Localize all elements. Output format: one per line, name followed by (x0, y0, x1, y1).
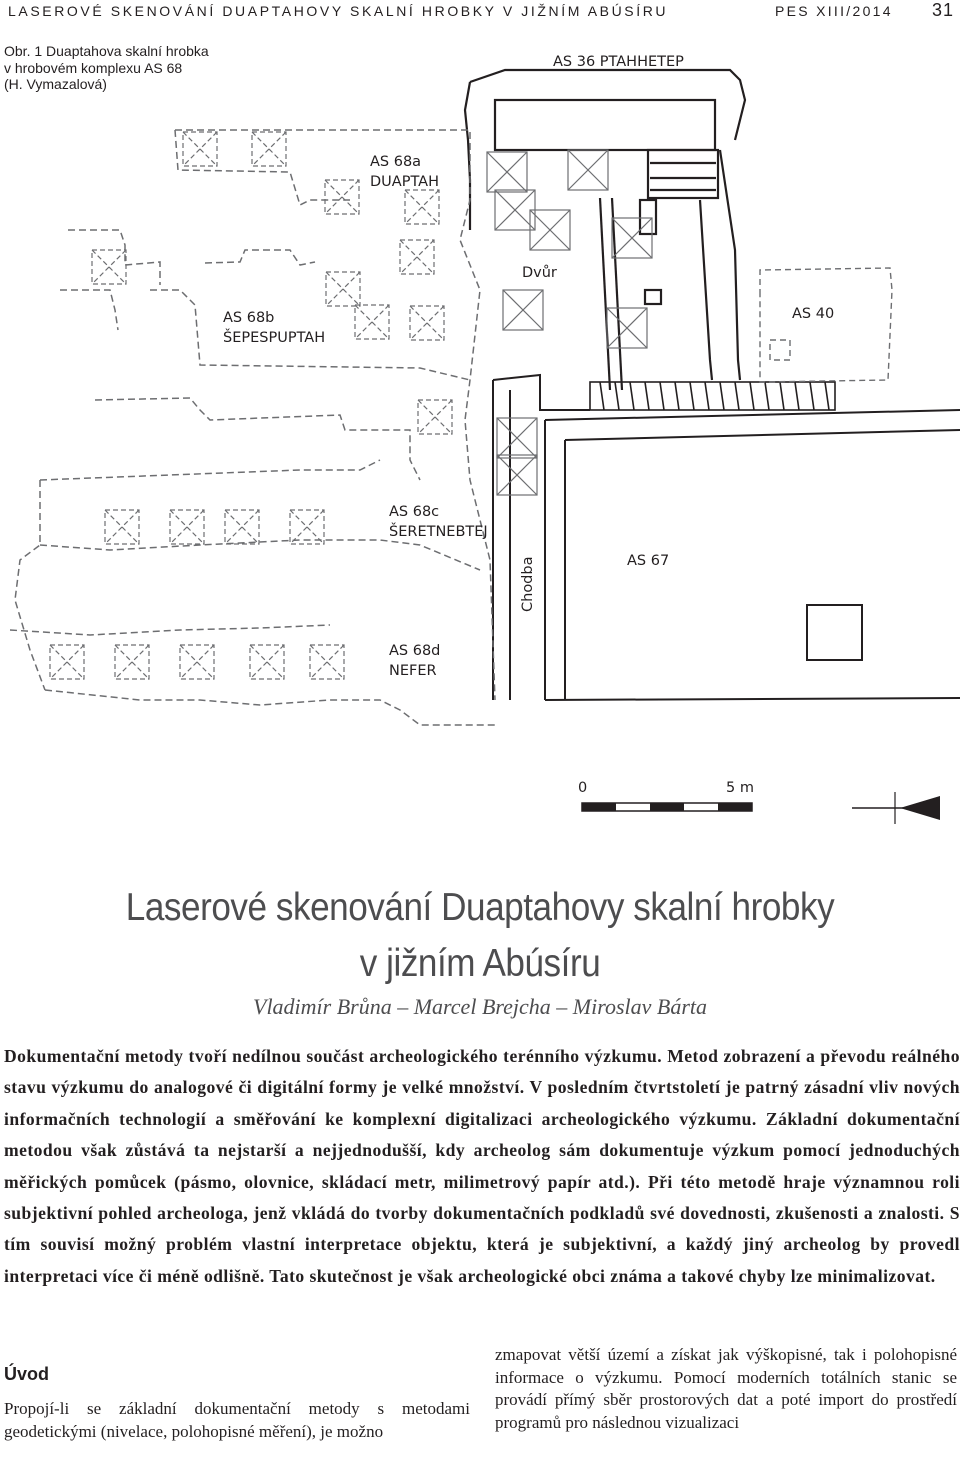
body-text: zmapovat větší území a získat jak výškopisné, tak i polohopisné informace o výzkumu. Pomocí moderních totálních stanic se provádí přímý sběr prostorových dat a poté import do prostředí programů pro následnou vizualizaci (495, 1345, 957, 1432)
page-number: 31 (931, 0, 954, 20)
label-nefer: NEFER (389, 663, 437, 679)
body-text: Propojí-li se základní dokumentační metody s metodami geodetickými (nivelace, polohopisné měření), je možno (4, 1399, 470, 1441)
chodba-walls (493, 375, 590, 700)
as67-walls (545, 410, 960, 700)
title-line: Laserové skenování Duaptahovy skalní hrobky (125, 886, 835, 929)
label-as36: AS 36 PTAHHETEP (553, 54, 684, 70)
chodba-pillars (497, 418, 537, 495)
caption-line: (H. Vymazalová) (4, 76, 107, 92)
label-seretnebtej: ŠERETNEBTEJ (389, 524, 488, 540)
running-head-journal: PES XIII/2014 (775, 3, 893, 19)
body-column-left (4, 1398, 470, 1443)
authors: Vladimír Brůna – Marcel Brejcha – Miroslav Bárta (253, 994, 707, 1019)
label-duaptah: DUAPTAH (370, 174, 439, 190)
label-dvur: Dvůr (522, 265, 557, 281)
scale-label-zero: 0 (578, 780, 588, 796)
article-title (48, 880, 912, 992)
section-heading: Úvod (4, 1364, 49, 1384)
caption-line: v hrobovém komplexu AS 68 (4, 59, 183, 76)
tomb-plan-drawing (0, 40, 960, 880)
label-as68c: AS 68c (389, 504, 440, 520)
tomb-plan-figure (0, 40, 960, 880)
label-chodba: Chodba (520, 556, 536, 612)
label-as40: AS 40 (792, 306, 835, 322)
label-as68b: AS 68b (223, 310, 275, 326)
north-arrow-icon (852, 792, 940, 824)
as40-outline (760, 268, 892, 382)
body-column-right (495, 1344, 957, 1434)
as68-outline (10, 130, 495, 725)
caption-line: Obr. 1 Duaptahova skalní hrobka (4, 43, 209, 59)
scale-label-five: 5 m (726, 780, 754, 796)
label-sepesptah: ŠEPESPUPTAH (223, 330, 326, 346)
scale-bar (578, 780, 754, 811)
hatched-wall (590, 382, 835, 410)
as68-dashed-pillars (50, 132, 452, 679)
title-line: v jižním Abúsíru (359, 942, 601, 985)
running-head-title: LASEROVÉ SKENOVÁNÍ DUAPTAHOVY SKALNÍ HROBKY V JIŽNÍM ABÚSÍRU (8, 3, 669, 19)
label-as68d: AS 68d (389, 643, 441, 659)
running-head (8, 2, 954, 22)
label-as68a: AS 68a (370, 154, 422, 170)
label-as67: AS 67 (627, 553, 670, 569)
as36-pillars (487, 150, 652, 348)
abstract-text: Dokumentační metody tvoří nedílnou součást archeologického terénního výzkumu. Metod zobrazení a převodu reálného stavu výzkumu do analogové či digitální formy je velké množství. V posledním čtvrtstoletí je patrný zásadní vliv nových informačních technologií a směřování ke komplexní digitalizaci archeologického výzkumu. Základní dokumentační metodou však zůstává ta nejstarší a nejjednodušší, kdy archeolog sám dokumentuje výzkum pomocí jednoduchých měřických pomůcek (pásmo, olovnice, skládací metr, milimetrový papír atd.). Při této metodě hraje významnou roli subjektivní pohled archeologa, jenž vkládá do tvorby dokumentačních podkladů své dovednosti, zkušenosti a znalosti. S tím souvisí možný problém vlastní interpretace objektu, která je subjektivní, a každý jiný archeolog by provedl interpretaci více či méně odlišně. Tato skutečnost je však archeologické obci známa a takové chyby lze minimalizovat. (4, 1046, 960, 1286)
abstract (4, 1041, 960, 1292)
